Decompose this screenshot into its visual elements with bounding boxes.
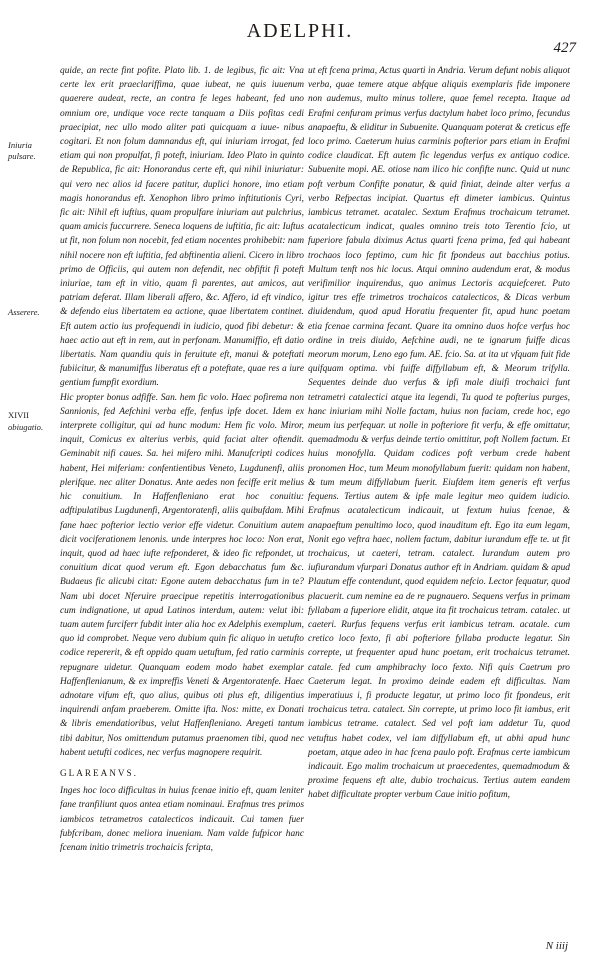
right-paragraph-1: ut eft fcena prima, Actus quarti in Andria. Verum defunt nobis aliquot verba, quae temere atque abfque aliquis exemplaris fide imponere non audemus, multo minus tollere, quae femel recepta. Itaque ad Erafmi cenfuram primus verfus dactylum habet loco primo, fecundus anapaeftu, & eliditur in Subuenite. Quanquam poterat & creticus effe loco primo. Caeterum huius carminis pofterior pars etiam in Erafmi codice claudicat. Eft autem fic legendus verfus ex antiquo codice. Subuenite mopi. AE. otiose nam ilico hic confifte nunc. Quid ut nunc poft verbum Confifte ponatur, & quid finiat, deinde alter verfus a verbo Refpectas incipiat. Quartus eft dimeter iambicus. Quintus iambicus tetramet. acatalec. Sextum Erafmus trochaicum tetramet. acatalecticum indicat, quales omnino treis toto Terentio fcio, ut fuperiore fabula diximus Actus quarti fcena prima, fed qui habeant trochaos loco feptimo, cum hic fit fpondeus aut bacchius potius. Multum tenft nos hic locus. Atqui omnino audendum erat, & modus verifimilior inquirendus, quo animus Lectoris acquiefceret. Puto igitur tres effe trimetros trochaicos catalecticos, & Dicas verbum diuidendum, quod apud Horatiu frequenter fit, apud hunc poetam etia fcenae carmina fecant. Quare ita omnino duos hofce verfus hoc ordine in treis diuido, Aefchine audi, ne te ignarum fuiffe dicas meorum morum, Leno ego fum. AE. fcio. Sa. at ita ut vfquam fuit fide quifquam optima. vbi fuiffe diffyllabum eft, & Meorum trifylla. Sequentes deinde duo verfus & ipfi male diuifi trochaici funt tetrametri catalectici atque ita legendi, Tu quod te pofterius purges, hanc iniuriam mihi Nolle factam, huius non faciam, crede hoc, ego meum ius perfequar. ut nolle in pofteriore fit verfu, & effe omittatur, quemadmodu & verfus deinde tertio omittitur, poft Nollem factum. Et huius monofylla. Quidam codices poft verbum crede habent pronomen Hoc, tum Meum monofyllabum fuerit: quidam non habent, & tum meum diffyllabum fuerit. Eiufdem item generis eft verfus fequens. Tertius autem & ipfe male legitur meo quidem iudicio. Erafmus acatalecticum indicauit, ut fextum huius fcenae, & anapaeftum penultimo loco, quod inauditum eft. Ego ita eum legam, Nonit ego veftra haec, nollem factum, dabitur iurandum effe te. ut fit trochaicus, ut caeteri, tetram. catalect. Iurandum autem pro iufiurandum vfurpari Donatus author eft in Andriam. quidam & apud Plautum effe contendunt, quod equidem nefcio. Lector fequatur, quod placuerit. cum nemine ea de re pugnauero. Sequens verfus in primam fyllabam a fuperiore elidit, atque ita fit trochaicus tetram. catalec. ut caeteri. Rurfus fequens verfus erit iambicus tetram. acatale. cum cretico loco fexto, fi abi pofteriore fyllaba producte legatur. Sin correpte, ut frequenter apud hunc poetam, erit trochaicus tetramet. catale. fed cum amphibrachy loco fexto. Nifi quis Caetrum pro Caeterum legat. In proximo deinde eadem eft difficultas. Nam imperatiuus i, fi producte legatur, ut primo loco fit fpondeus, erit trochaicus tetra. catalect. Sin correpte, ut primo loco fit iambus, erit iambicus tetrame. catalect. Sed vel poft iam addetur Tu, quod vetuftus habet codex, vel iam diffyllabum eft, ut abhi apud hunc poetam, atque adeo in hac fcena paulo poft. Erafmus certe iambicum indicauit. Ego malim trochaicum ut praecedentes, quemadmodum & proxime fequens eft alte, dubio trochaicus. Tertius autem eandem habet difficultate propter verbum Caue initio pofitum, [308,66,570,801]
right-column [308,64,570,803]
margin-note-section-number: XIVII [8,410,29,420]
signature-mark: N iiij [545,940,568,952]
margin-note-iniuria: Iniuria [8,140,32,150]
left-column [60,64,304,855]
left-paragraph-1: quide, an recte fint pofite. Plato lib. 1. de legibus, fic ait: Vna certe lex erit praeclariffima, quae iubeat, ne quis iuuenum quaerere audeat, recte, an contra fe leges habeant, fed uno omnium ore, undique voce recte tanquam a Diis pofitas cedi praecipiat, nec ullo modo aliter pati quicquam a iuue- nibus cogitari. Et non folum damnandus eft, qui iniuriam irrogat, fed etiam qui non propulfat, fi poteft, iniuriam. Ideo Plato in quinto de Republica, fic ait: Honorandus certe eft, qui nihil iniuriatur: qui vero nec alios id facere patitur, duplici honore, imo etiam magis honorandus eft. Xenophon libro primo inftitutionis Cyri, fic ait: Nihil eft iuftius, quam propulfare iniuriam aut pulchrius, quam amicis fuccurrere. Seneca loquens de iuftitia, fic ait: Iuftus ut fit, non folum non nocebit, fed etiam nocentes prohibebit: nam nihil nocere non eft iuftitia, fed abftinentia alieni. Cicero in libro primo de Officiis, qui autem non defendit, nec obfiftit fi poteft iniuriae, tam eft in vitio, quam fi parentes, aut amicos, aut patriam deferat. Illam liberali affero, &c. Affero, id eft vindico, & defendo eius libertatem ea actione, quae libertatem continet. Eft autem actio ius profequendi in iudicio, quod fibi debetur: & haec actio aut eft in rem, aut in perfonam. Manumiffio, eft datio libertatis. Nam quandiu quis in feruitute eft, manui & poteftati fubiicitur, & manumiffus liberatus eft a poteftate, quae res a iure gentium fumpfit exordium. [60,66,304,389]
margin-note-obiugatio: obiugatio. [8,422,44,432]
section-heading: GLAREANVS. [60,767,138,778]
left-paragraph-3: Inges hoc loco difficultas in huius fcenae initio eft, quam leniter fane tranfiliunt quos antea etiam nominaui. Erafmus tres primos iambicos tetrametros catalecticos indicauit. Cui tamen fuer fubfcribam, donec meliora inueniam. Nam valde fufpicor hanc fcenam initio trimetris trochaicis fcripta, [60,786,304,853]
left-paragraph-2: Hic propter bonus adfiffe. San. hem fic volo. Haec pofirema non Sannionis, fed Aefchini verba effe, fenfus ipfe docet. Idem ex interprete colligitur, qui ad hunc modum: Hem fic volo. Miror, inquit, Comicus ex alterius verbis, quid faciat alter oftendit. Geminabit nifi caues. Sa. hei mifero mihi. Manufcripti codices habent, Hei miferiam: confentientibus Veneto, Lugdunenfi, aliis plerifque. nec aliter Donatus. Ante aedes non feciffe erit melius hic conuitium. In Haffenfleniano erat hoc conuitiu: adftipulatibus Lugdunenfi, Argentoratenfi, aliis quibufdam. Mihi fane haec pofterior lectio verior effe videtur. Conuitium autem dicit vociferationem lenonis. unde interpres hoc loco: Non erat, inquit, quod ad haec iufte refponderet, & ideo fic refpondet, ut conuitium dicat quod verum eft. Egon debacchatus fum &c. Budaeus fic alicubi citat: Egone autem debacchatus fum in te? Nam ubi docet Nferuire praecipue repetitis interrogationibus cum indignatione, ut apud Latinos interdum, autem: velut ibi: tuam autem furciferr fubdit inter alia hoc ex Adelphis exemplum, quo id comprobet. Neque vero dubium quin fic aliquo in uetufto codice repererit, & eft oppido quam uetuftum, fed ratio carminis repugnare uidetur. Quanquam eodem modo habet exemplar Haffenflenianum, & ex impreffis Veneti & Argentoratenfe. Haec adnotare vifum eft, quo alius, quibus oti plus eft, diligentius inquirendi anfam praeberem. Omitte ifta. Nos: mitte, ex Donati & libris emendatioribus, velut Haffenfleniano. Aregeti tantum tibi dabitur, Nos omittendum putamus praenomen tibi, quod nec habent uetufti codices, nec verfus magnopere requirit. [60,392,304,758]
page-number: 427 [553,40,576,56]
running-title: ADELPHI. [246,20,354,42]
margin-note-asserere: Asserere. [8,307,40,317]
margin-note-pulsare: pulsare. [8,151,36,161]
